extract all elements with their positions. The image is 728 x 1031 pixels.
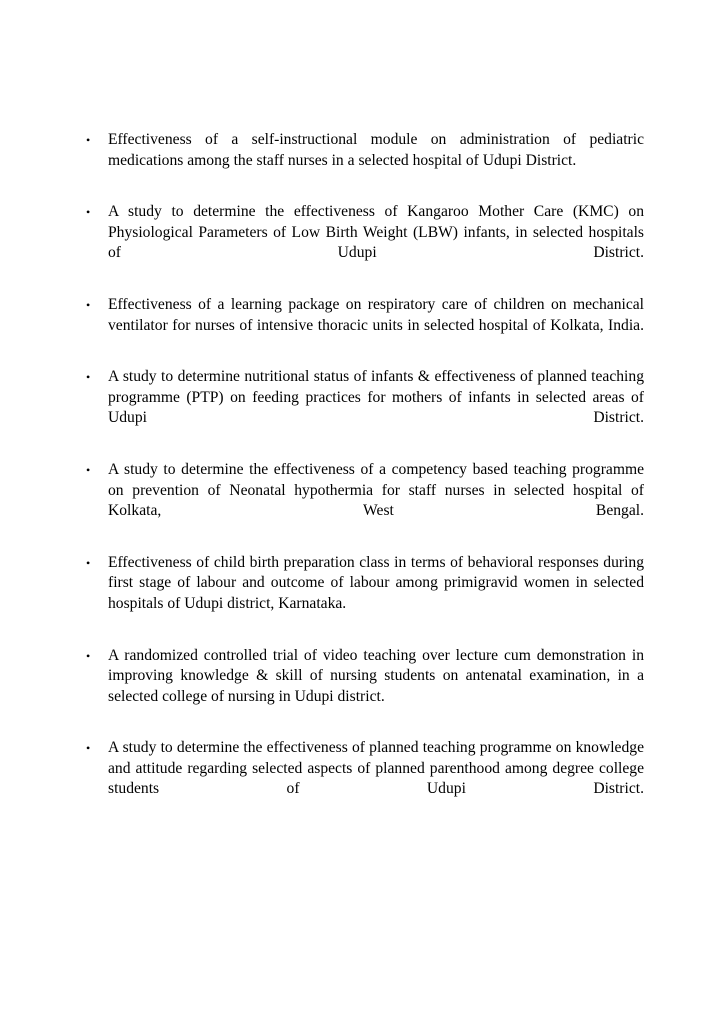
list-item bbox=[86, 553, 644, 615]
list-item bbox=[86, 130, 644, 171]
list-item-text: A randomized controlled trial of video teaching over lecture cum demonstration in improving knowledge & skill of nursing students on antenatal examination, in a selected college of nursing in Udupi district. bbox=[108, 646, 644, 705]
bullet-icon: • bbox=[86, 370, 91, 385]
list-item bbox=[86, 295, 644, 336]
list-item bbox=[86, 460, 644, 522]
bullet-icon: • bbox=[86, 297, 91, 312]
bullet-icon: • bbox=[86, 648, 91, 663]
list-item bbox=[86, 367, 644, 429]
bullet-icon: • bbox=[86, 741, 91, 756]
bullet-icon: • bbox=[86, 462, 91, 477]
list-item-text: Effectiveness of a self-instructional module on administration of pediatric medications among the staff nurses in a selected hospital of Udupi District. bbox=[108, 131, 644, 169]
list-item-text: Effectiveness of a learning package on respiratory care of children on mechanical ventilator for nurses of intensive thoracic units in selected hospital of Kolkata, India. bbox=[108, 295, 644, 334]
list-item bbox=[86, 646, 644, 708]
list-item-text: A study to determine the effectiveness of planned teaching programme on knowledge and attitude regarding selected aspects of planned parenthood among degree college students of Udupi District. bbox=[108, 739, 644, 798]
bullet-icon: • bbox=[86, 133, 91, 147]
list-item-text: Effectiveness of child birth preparation class in terms of behavioral responses during first stage of labour and outcome of labour among primigravid women in selected hospitals of Udupi district, Karnataka. bbox=[108, 553, 644, 612]
bullet-icon: • bbox=[86, 555, 91, 570]
bullet-icon: • bbox=[86, 205, 91, 220]
list-item bbox=[86, 202, 644, 264]
list-item-text: A study to determine the effectiveness of Kangaroo Mother Care (KMC) on Physiological Parameters of Low Birth Weight (LBW) infants, in selected hospitals of Udupi District. bbox=[108, 203, 644, 262]
list-item-text: A study to determine nutritional status of infants & effectiveness of planned teaching programme (PTP) on feeding practices for mothers of infants in selected areas of Udupi District. bbox=[108, 368, 644, 427]
list-item bbox=[86, 738, 644, 800]
list-item-text: A study to determine the effectiveness of a competency based teaching programme on prevention of Neonatal hypothermia for staff nurses in selected hospital of Kolkata, West Bengal. bbox=[108, 460, 644, 520]
research-topics-list bbox=[86, 130, 644, 831]
